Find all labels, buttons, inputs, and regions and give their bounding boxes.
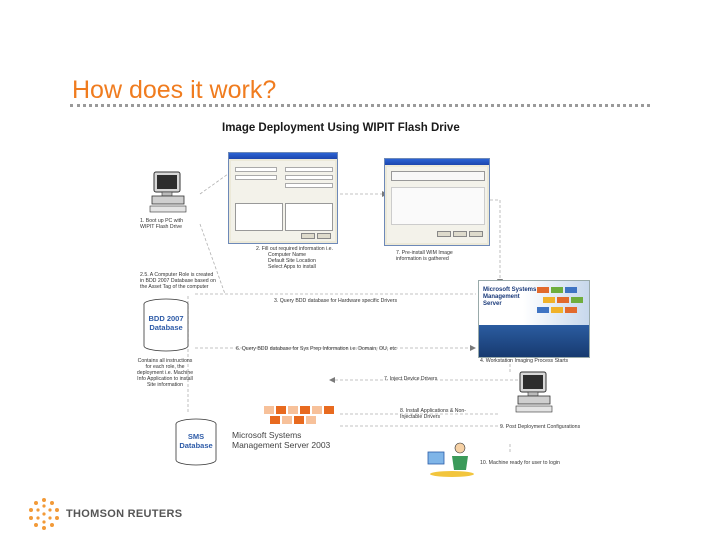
step-8-note: 8. Install Applications & Non-Injectable Drivers: [400, 408, 467, 420]
step-7-note: 7. Inject Device Drivers: [384, 376, 438, 382]
step-9-note: 9. Post Deployment Configurations: [500, 424, 581, 430]
workstation-computer-icon: [148, 170, 194, 216]
step-6-note: 6. Query BDD database for Sys Prep Information i.e. Domain, OU, etc: [236, 346, 397, 352]
sms-splash-screen: [478, 280, 590, 358]
title-divider: [70, 104, 650, 107]
step-2-note: 2. Fill out required information i.e. Computer Name Default Site Location Select Apps to install: [256, 246, 333, 270]
user-at-desk-icon: [426, 440, 476, 478]
wim-info-window: [384, 158, 490, 246]
thomson-reuters-logo-icon: [26, 496, 62, 532]
brand-name: THOMSON REUTERS: [66, 508, 183, 520]
bdd-note: Contains all instructions for each role, the deployment i.e. Machine Info Application to install Site information: [136, 358, 194, 388]
step-1-note: 1. Boot up PC with WIPIT Flash Drive: [140, 218, 183, 230]
diagram-title: Image Deployment Using WIPIT Flash Drive: [222, 122, 460, 134]
slide-title: How does it work?: [72, 76, 277, 104]
step-4-note: 4. Workstation Imaging Process Starts: [480, 358, 569, 364]
sms-logo-graphic: [535, 285, 587, 323]
sms-product-name: Microsoft Systems Management Server 2003: [232, 430, 331, 450]
sms-splash-title: Microsoft Systems Management Server: [483, 287, 537, 307]
deployment-diagram: [130, 114, 600, 494]
target-computer-icon: [514, 370, 560, 416]
sms-product-logo: [264, 406, 344, 426]
sms-database-label: SMS Database: [179, 432, 213, 450]
step-2-5-note: 2.5. A Computer Role is created in BDD 2007 Database based on the Asset Tag of the computer: [140, 272, 216, 290]
step-10-note: 10. Machine ready for user to login: [480, 460, 560, 466]
wipit-config-window: [228, 152, 338, 244]
window-titlebar: [229, 153, 337, 159]
bdd-database-label: BDD 2007 Database: [148, 314, 184, 332]
wim-note: 7. Pre-install WIM Image information is gathered: [396, 250, 453, 262]
step-3-note: 3. Query BDD database for Hardware specific Drivers: [274, 298, 398, 304]
